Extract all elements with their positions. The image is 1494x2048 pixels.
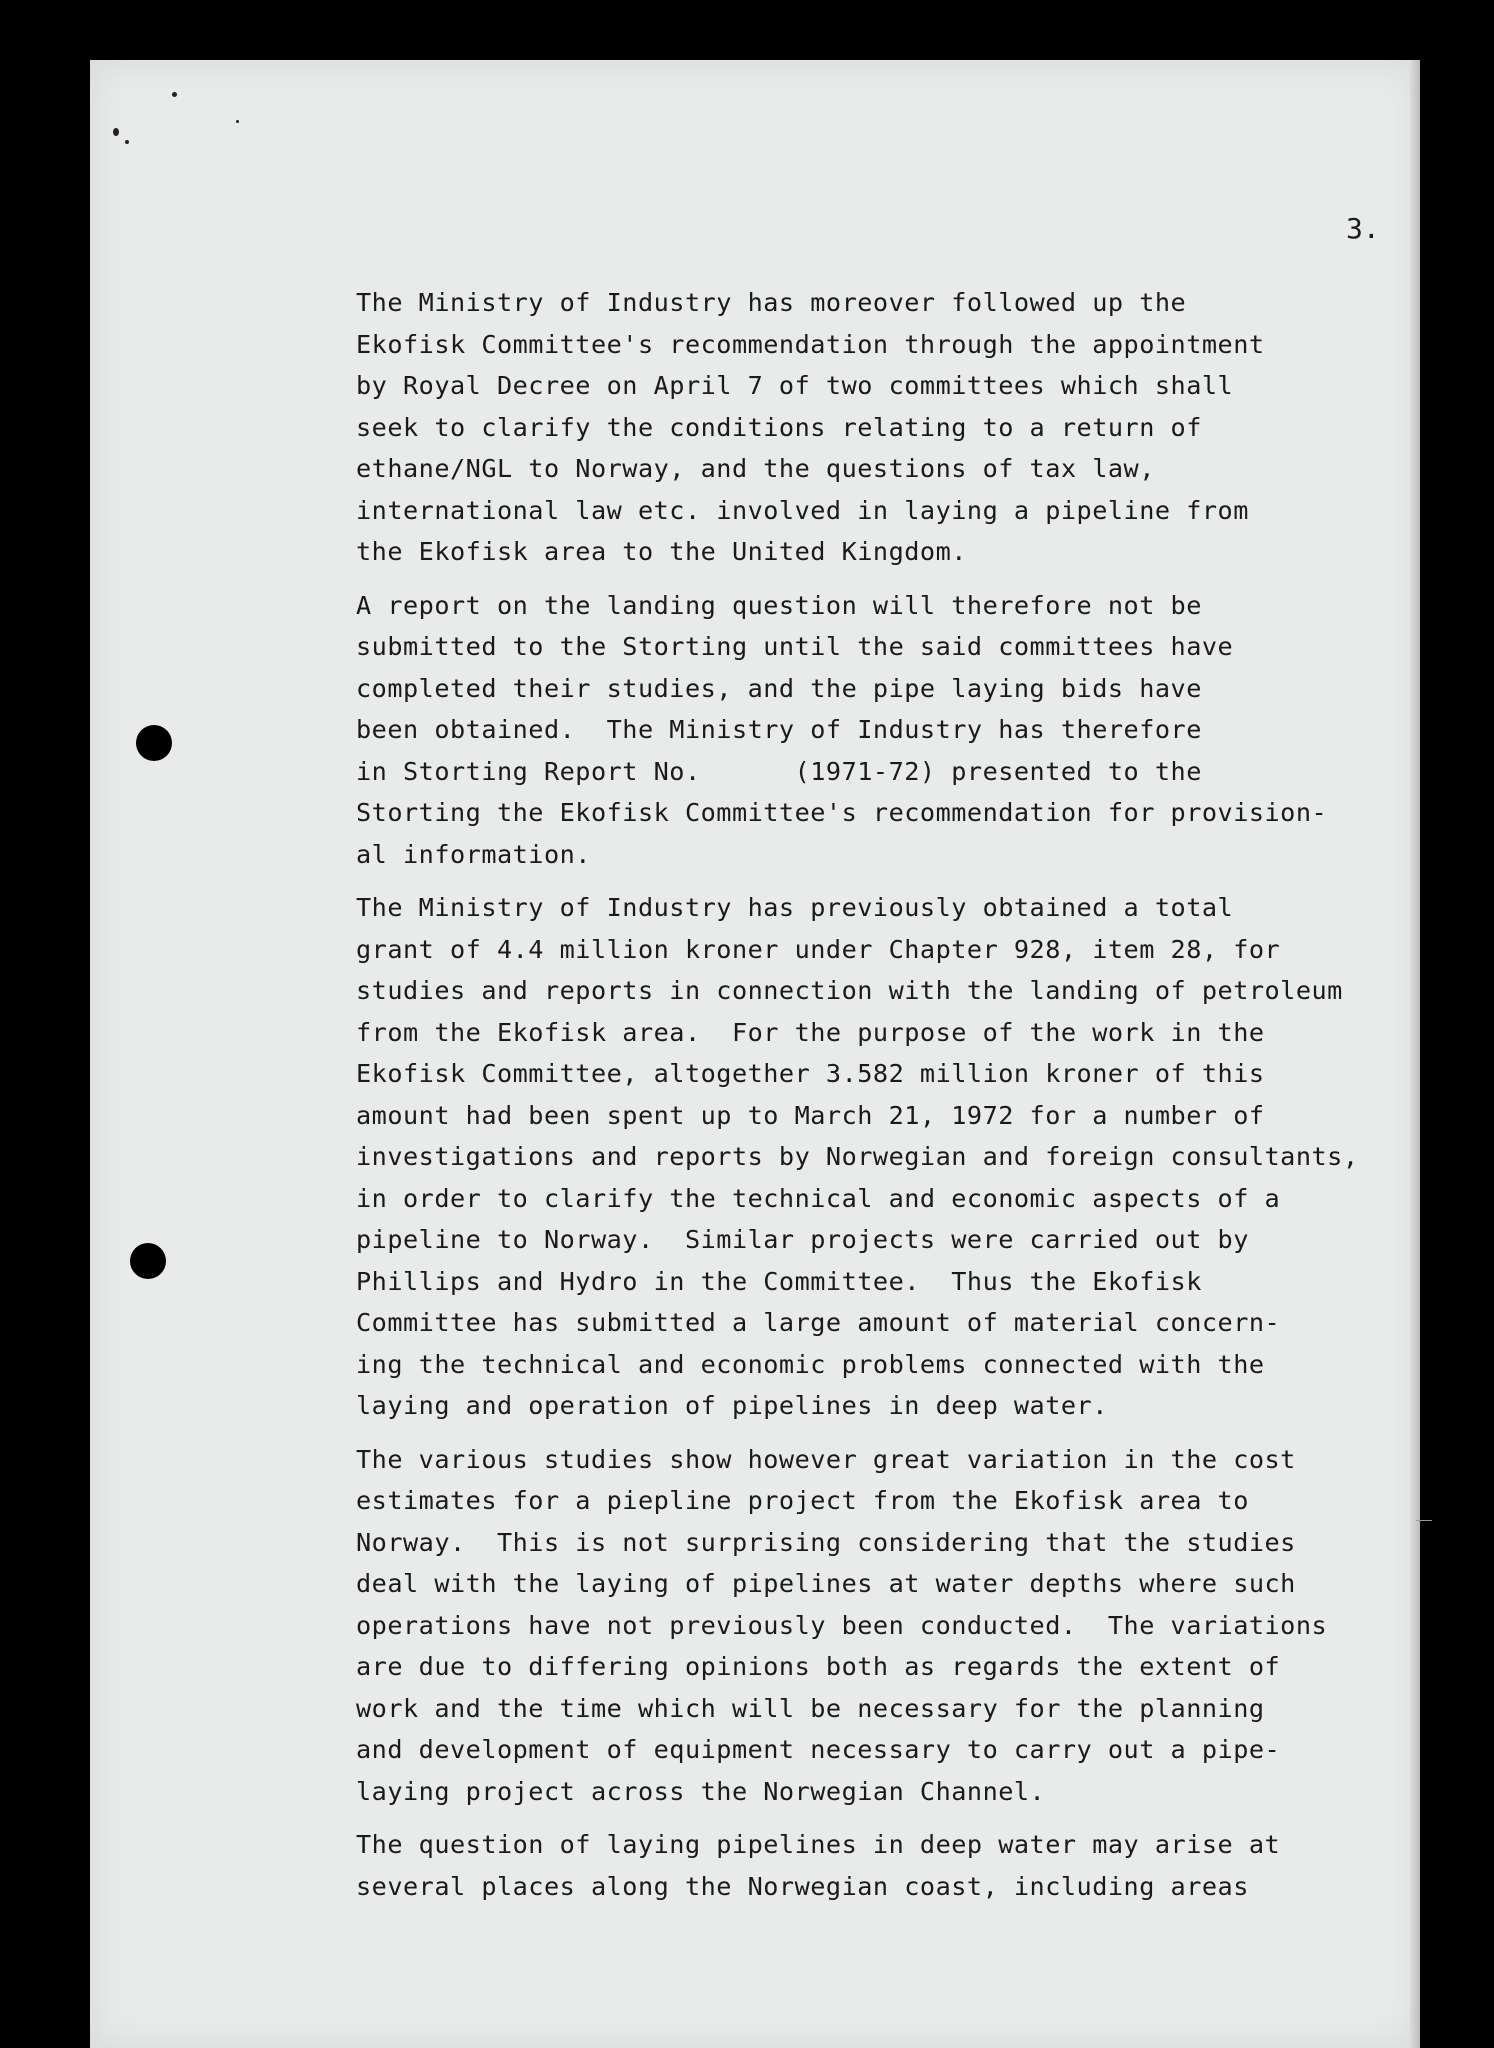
text-line: al information.	[356, 839, 591, 869]
paragraph	[356, 1439, 1406, 1813]
text-line: Storting the Ekofisk Committee's recommendation for provision-	[356, 798, 1328, 827]
paragraph	[356, 585, 1406, 876]
text-line: Ekofisk Committee's recommendation through the appointment	[356, 329, 1265, 359]
text-line: and development of equipment necessary to carry out a pipe-	[356, 1735, 1281, 1764]
paper-speck	[172, 92, 177, 97]
paragraph	[356, 1824, 1406, 1907]
text-line: A report on the landing question will therefore not be	[356, 590, 1202, 620]
text-line: amount had been spent up to March 21, 1972 for a number of	[356, 1100, 1265, 1130]
paper-speck	[125, 140, 129, 144]
paragraph	[356, 887, 1406, 1427]
text-line: The Ministry of Industry has moreover followed up the	[356, 288, 1187, 317]
text-line: grant of 4.4 million kroner under Chapter 928, item 28, for	[356, 934, 1281, 964]
text-line: from the Ekofisk area. For the purpose of the work in the	[356, 1017, 1265, 1047]
text-line: pipeline to Norway. Similar projects were carried out by	[356, 1225, 1249, 1254]
text-line: laying and operation of pipelines in deep water.	[356, 1391, 1108, 1420]
text-line: Norway. This is not surprising considering that the studies	[356, 1527, 1296, 1557]
paper-speck	[113, 128, 119, 136]
text-line: ing the technical and economic problems connected with the	[356, 1349, 1265, 1379]
text-line: in Storting Report No. (1971-72) presented to the	[356, 756, 1202, 786]
text-line: are due to differing opinions both as regards the extent of	[356, 1652, 1281, 1681]
margin-mark	[1416, 1520, 1432, 1521]
punch-hole	[130, 1243, 166, 1279]
text-line: The Ministry of Industry has previously obtained a total	[356, 893, 1234, 922]
text-line: Ekofisk Committee, altogether 3.582 million kroner of this	[356, 1059, 1265, 1088]
text-line: work and the time which will be necessary for the planning	[356, 1693, 1265, 1723]
page-number: 3.	[1346, 212, 1380, 245]
text-line: investigations and reports by Norwegian and foreign consultants,	[356, 1142, 1359, 1171]
text-line: ethane/NGL to Norway, and the questions of tax law,	[356, 454, 1155, 483]
text-line: been obtained. The Ministry of Industry has therefore	[356, 715, 1202, 744]
text-line: studies and reports in connection with the landing of petroleum	[356, 976, 1343, 1005]
text-line: international law etc. involved in laying a pipeline from	[356, 495, 1249, 525]
text-line: estimates for a piepline project from the Ekofisk area to	[356, 1486, 1249, 1515]
paper-speck	[236, 120, 239, 123]
punch-hole	[136, 725, 172, 761]
text-line: the Ekofisk area to the United Kingdom.	[356, 537, 967, 566]
text-line: seek to clarify the conditions relating to a return of	[356, 412, 1202, 442]
text-line: laying project across the Norwegian Channel.	[356, 1776, 1046, 1806]
text-line: deal with the laying of pipelines at water depths where such	[356, 1569, 1296, 1598]
text-line: submitted to the Storting until the said committees have	[356, 632, 1234, 661]
paragraph	[356, 282, 1406, 573]
text-line: completed their studies, and the pipe laying bids have	[356, 673, 1202, 703]
text-line: in order to clarify the technical and economic aspects of a	[356, 1183, 1281, 1213]
page-edge-shadow	[1410, 60, 1420, 2048]
text-line: The various studies show however great variation in the cost	[356, 1444, 1296, 1474]
body-text	[356, 282, 1406, 1907]
text-line: by Royal Decree on April 7 of two committees which shall	[356, 371, 1234, 400]
text-line: operations have not previously been conducted. The variations	[356, 1610, 1328, 1640]
text-line: Phillips and Hydro in the Committee. Thus the Ekofisk	[356, 1266, 1202, 1296]
text-line: several places along the Norwegian coast, including areas	[356, 1871, 1249, 1901]
text-line: The question of laying pipelines in deep water may arise at	[356, 1830, 1281, 1859]
text-line: Committee has submitted a large amount of material concern-	[356, 1308, 1281, 1337]
